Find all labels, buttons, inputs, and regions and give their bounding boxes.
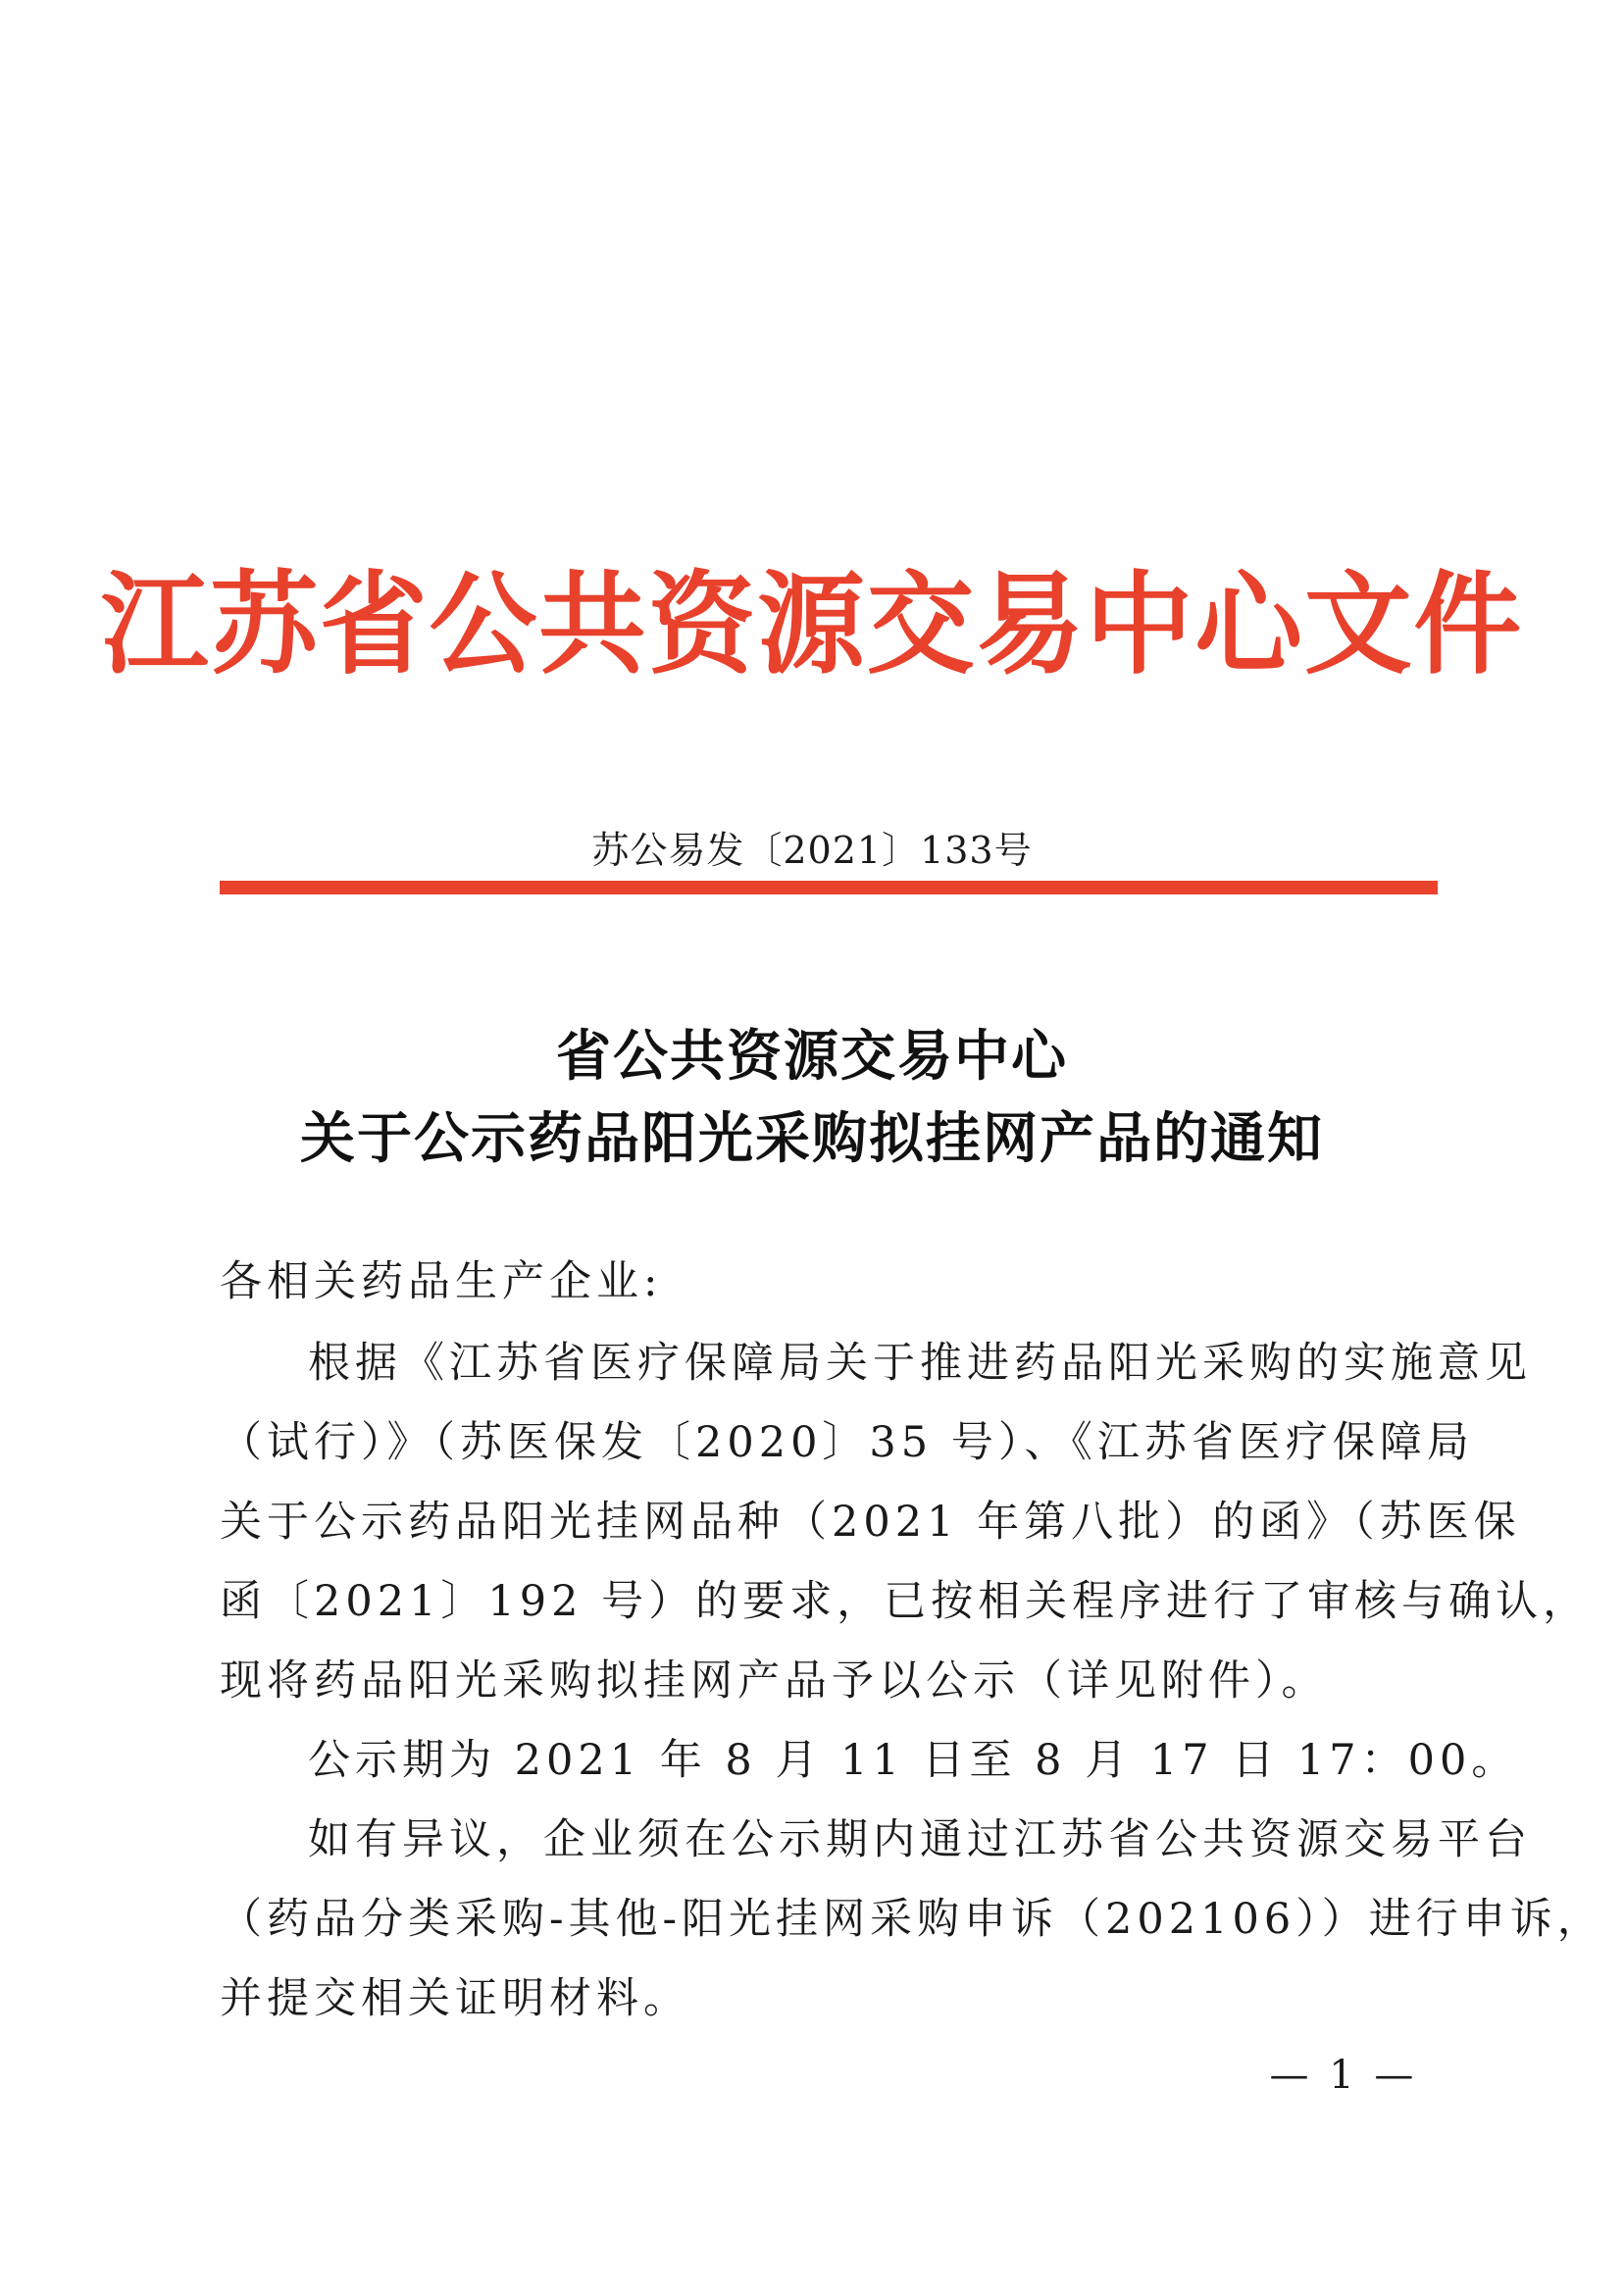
paragraph-3-line: 并提交相关证明材料。 <box>220 1974 690 2023</box>
paragraph-3-line: （药品分类采购-其他-阳光挂网采购申诉（202106））进行申诉， <box>220 1895 1604 1944</box>
paragraph-3-line: 如有异议，企业须在公示期内通过江苏省公共资源交易平台 <box>308 1815 1532 1864</box>
document-number: 苏公易发〔2021〕133号 <box>591 829 1033 872</box>
paragraph-1-line: 关于公示药品阳光挂网品种（2021 年第八批）的函》（苏医保 <box>220 1498 1521 1547</box>
red-divider-line <box>220 881 1438 894</box>
paragraph-1-line: 函〔2021〕192 号）的要求，已按相关程序进行了审核与确认， <box>220 1577 1591 1626</box>
notice-title-line-1: 省公共资源交易中心 <box>556 1024 1068 1089</box>
paragraph-1-line: 根据《江苏省医疗保障局关于推进药品阳光采购的实施意见 <box>308 1339 1532 1388</box>
salutation: 各相关药品生产企业: <box>220 1257 663 1306</box>
issuing-organization-title: 江苏省公共资源交易中心文件 <box>100 560 1524 689</box>
paragraph-1-line: 现将药品阳光采购拟挂网产品予以公示（详见附件）。 <box>220 1656 1329 1706</box>
page-number: — 1 — <box>1269 2053 1418 2098</box>
notice-title-line-2: 关于公示药品阳光采购拟挂网产品的通知 <box>300 1106 1324 1171</box>
paragraph-2: 公示期为 2021 年 8 月 11 日至 8 月 17 日 17：00。 <box>308 1736 1519 1785</box>
paragraph-1-line: （试行）》（苏医保发〔2020〕35 号）、《江苏省医疗保障局 <box>220 1418 1474 1467</box>
